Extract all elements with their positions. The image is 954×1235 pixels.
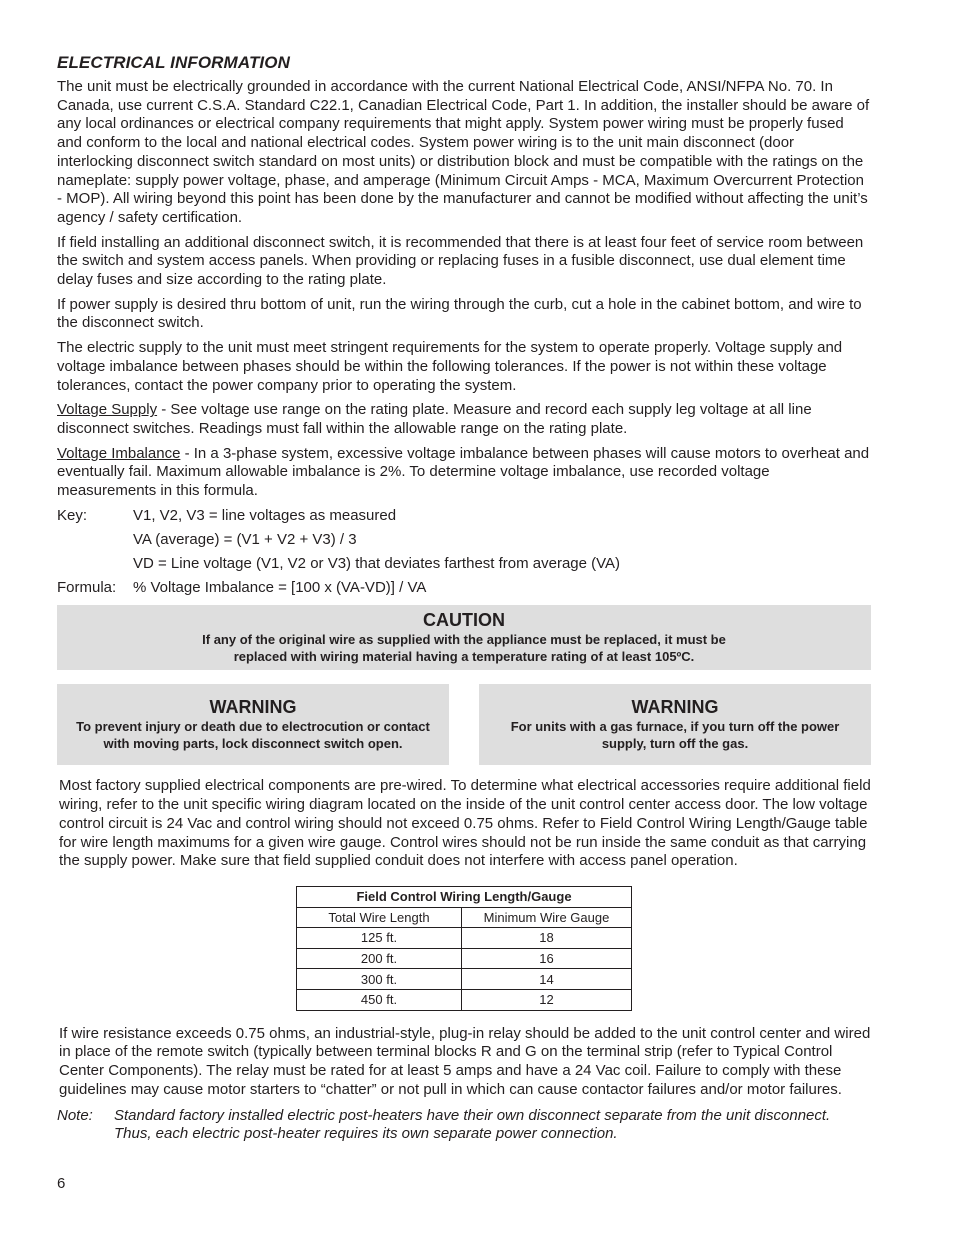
key-label: Key:	[57, 506, 88, 524]
paragraph-power-supply-bottom: If power supply is desired thru bottom of unit, run the wiring through the curb, cut a hole in the cabinet bottom, and wire to the disconnect switch.	[57, 295, 862, 332]
formula-row	[57, 579, 871, 598]
warning-right-title: WARNING	[631, 697, 719, 718]
voltage-imbalance-label: Voltage Imbalance	[57, 444, 181, 462]
voltage-supply-label: Voltage Supply	[57, 401, 158, 419]
key-line-2: VA (average) = (V1 + V2 + V3) / 3	[133, 530, 357, 548]
section-title: ELECTRICAL INFORMATION	[57, 53, 290, 72]
voltage-imbalance-text: - In a 3-phase system, excessive voltage imbalance between phases will cause motors to overheat and eventually fail. Maximum allowable imbalance is 2%. To determine voltage imbalance, use recorded voltage measurements in this formula.	[57, 444, 870, 500]
table-row	[297, 928, 632, 949]
note-label: Note:	[57, 1107, 93, 1125]
warning-row	[57, 684, 871, 765]
formula-text: % Voltage Imbalance = [100 x (VA-VD)] / VA	[133, 578, 427, 596]
paragraph-voltage-supply	[57, 401, 871, 438]
note	[57, 1107, 871, 1142]
warning-left-title: WARNING	[209, 697, 297, 718]
paragraph-voltage-imbalance	[57, 445, 871, 501]
page-number: 6	[57, 1175, 66, 1192]
caution-box	[57, 605, 871, 670]
warning-box-electrocution	[57, 684, 449, 765]
table-cell: 125 ft.	[297, 928, 462, 949]
table-cell: 16	[462, 948, 632, 969]
paragraph-wire-resistance: If wire resistance exceeds 0.75 ohms, an industrial-style, plug-in relay should be added to the unit control center and wired in place of the remote switch (typically between terminal blocks R and G on the terminal strip (refer to Typical Control Center Components). The relay must be rated for at least 5 amps and have a 24 Vac coil. Failure to comply with these guidelines may cause motor starters to “chatter” or not pull in which can cause contactor failures and/or motor failures.	[59, 1024, 871, 1098]
paragraph-prewired: Most factory supplied electrical components are pre-wired. To determine what electrical accessories require additional field wiring, refer to the unit specific wiring diagram located on the inside of the unit control center access door. The low voltage control circuit is 24 Vac and control wiring should not exceed 0.75 ohms. Refer to Field Control Wiring Length/Gauge table for wire length maximums for a given wire gauge. Control wires should not be run inside the same conduit as that carrying the supply power. Make sure that field supplied conduit does not interfere with access panel operation.	[59, 777, 871, 870]
key-row-2	[57, 531, 871, 550]
table-cell: 300 ft.	[297, 969, 462, 990]
paragraph-electric-supply: The electric supply to the unit must meet stringent requirements for the system to operate properly. Voltage supply and voltage imbalance between phases should be within the following tolerances. If the power is not within these voltage tolerances, contact the power company prior to operating the system.	[57, 339, 843, 394]
table-header: Minimum Wire Gauge	[462, 907, 632, 928]
table-cell: 18	[462, 928, 632, 949]
table-header-row	[297, 907, 632, 928]
table-cell: 14	[462, 969, 632, 990]
caution-line-1: If any of the original wire as supplied with the appliance must be replaced, it must be	[202, 632, 726, 648]
caution-title: CAUTION	[423, 610, 505, 631]
warning-box-gas	[479, 684, 871, 765]
wiring-length-gauge-table	[296, 886, 632, 1011]
warning-right-body: For units with a gas furnace, if you turn off the power supply, turn off the gas.	[510, 719, 840, 752]
table-cell: 12	[462, 989, 632, 1010]
voltage-supply-text: - See voltage use range on the rating plate. Measure and record each supply leg voltage at all line disconnect switches. Readings must fall within the allowable range on the rating plate.	[57, 401, 812, 437]
table-row	[297, 989, 632, 1010]
paragraph-grounding: The unit must be electrically grounded in accordance with the current National Electrical Code, ANSI/NFPA No. 70. In Canada, use current C.S.A. Standard C22.1, Canadian Electrical Code, Part 1. In addition, the installer should be aware of any local ordinances or electrical company requirements that might apply. System power wiring must be properly fused and conform to the local and national electrical codes. System power wiring is to the unit main disconnect (door interlocking disconnect switch standard on most units) or distribution block and must be compatible with the ratings on the nameplate: supply power voltage, phase, and amperage (Minimum Circuit Amps - MCA, Maximum Overcurrent Protection - MOP). All wiring beyond this point has been done by the manufacturer and cannot be modified without affecting the unit’s agency / safety certification.	[57, 78, 870, 226]
table-caption: Field Control Wiring Length/Gauge	[297, 886, 632, 907]
key-row-1	[57, 507, 871, 526]
table-cell: 450 ft.	[297, 989, 462, 1010]
table-cell: 200 ft.	[297, 948, 462, 969]
document-page	[57, 52, 871, 1142]
table-header: Total Wire Length	[297, 907, 462, 928]
note-text: Standard factory installed electric post-heaters have their own disconnect separate from the unit disconnect. Thus, each electric post-heater requires its own separate power connection.	[114, 1107, 831, 1142]
key-line-1: V1, V2, V3 = line voltages as measured	[133, 506, 397, 524]
paragraph-disconnect-switch: If field installing an additional disconnect switch, it is recommended that there is at least four feet of service room between the switch and system access panels. When providing or replacing fuses in a fusible disconnect, use dual element time delay fuses and size according to the rating plate.	[57, 233, 864, 289]
table-row	[297, 969, 632, 990]
warning-left-body: To prevent injury or death due to electrocution or contact with moving parts, lock disconnect switch open.	[76, 719, 430, 752]
caution-line-2: replaced with wiring material having a temperature rating of at least 105ºC.	[233, 649, 695, 665]
key-row-3	[57, 555, 871, 574]
table-caption-row	[297, 886, 632, 907]
formula-label: Formula:	[57, 578, 117, 596]
table-row	[297, 948, 632, 969]
key-line-3: VD = Line voltage (V1, V2 or V3) that deviates farthest from average (VA)	[133, 554, 621, 572]
